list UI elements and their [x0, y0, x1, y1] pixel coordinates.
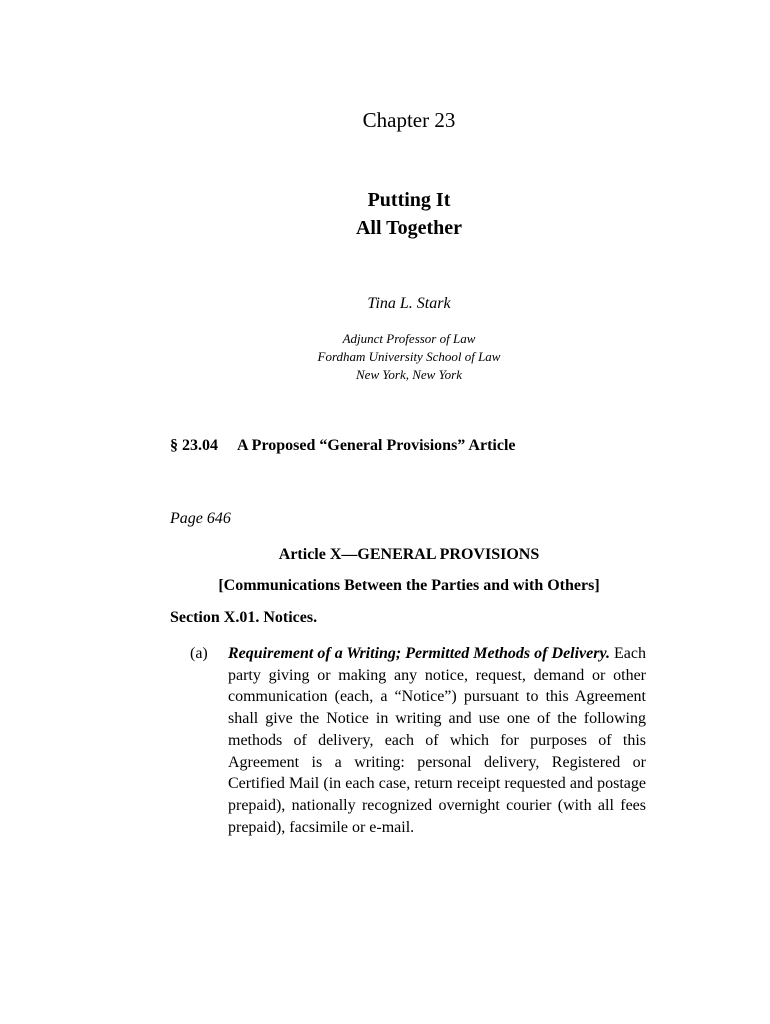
page-reference: Page 646 [170, 510, 231, 527]
section-number: § 23.04 [170, 437, 218, 454]
paragraph-label: (a) [190, 645, 208, 662]
author-name: Tina L. Stark [367, 295, 451, 312]
chapter-label: Chapter 23 [362, 108, 456, 132]
chapter-title-line-1: Putting It [367, 189, 451, 211]
paragraph-title: Requirement of a Writing; Permitted Methods of Delivery. [228, 645, 610, 662]
article-subtitle: [Communications Between the Parties and with Others] [218, 577, 600, 594]
section-title: A Proposed “General Provisions” Article [237, 437, 516, 454]
section-heading [170, 435, 516, 457]
author-position: Adjunct Professor of Law [342, 331, 476, 346]
paragraph-text: Each party giving or making any notice, request, demand or other communication (each, a “Notice”) pursuant to this Agreement shall give the Notice in writing and use one of the following methods of delivery, each of which for purposes of this Agreement is a writing: personal delivery, Registered or Certified Mail (in each case, return receipt requested and postage prepaid), nationally recognized overnight courier (with all fees prepaid), facsimile or e-mail. [228, 645, 646, 836]
author-location: New York, New York [356, 367, 462, 382]
chapter-title [0, 186, 770, 242]
author-institution: Fordham University School of Law [317, 349, 501, 364]
article-title: Article X—GENERAL PROVISIONS [278, 546, 540, 563]
paragraph-body [228, 643, 646, 838]
subsection-heading: Section X.01. Notices. [170, 609, 318, 626]
author-affiliation [0, 330, 770, 384]
chapter-title-line-2: All Together [355, 217, 463, 239]
